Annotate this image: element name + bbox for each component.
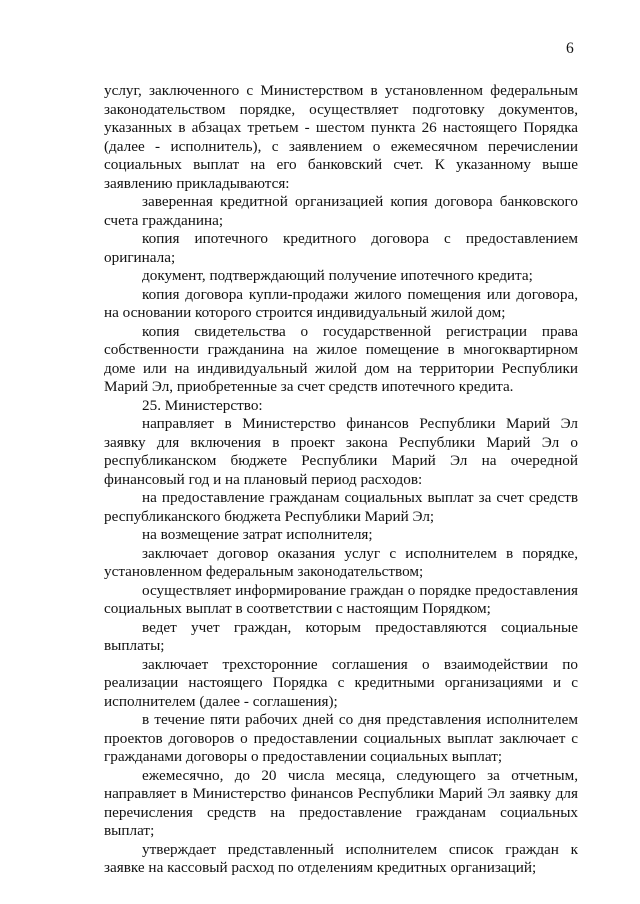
page-number: 6 [566,40,574,57]
paragraph-purchase-contract-copy: копия договора купли-продажи жилого помещения или договора, на основании которого строится индивидуальный жилой дом; [104,285,578,321]
paragraph-social-payments-funding: на предоставление гражданам социальных выплат за счет средств республиканского бюджета Республики Марий Эл; [104,489,578,525]
paragraph-section-25-heading: 25. Министерство: [142,396,263,414]
paragraph-citizen-registry: ведет учет граждан, которым предоставляются социальные выплаты; [104,618,578,654]
paragraph-mortgage-contract-copy: копия ипотечного кредитного договора с предоставлением оригинала; [104,230,578,266]
paragraph-monthly-request: ежемесячно, до 20 числа месяца, следующего за отчетным, направляет в Министерство финансов Республики Марий Эл заявку для перечисления средств на предоставление гражданам социальных выплат; [104,766,578,839]
paragraph-continuation: услуг, заключенного с Министерством в установленном федеральным законодательством порядке, осуществляет подготовку документов, указанных в абзацах третьем - шестом пункта 26 настоящего Порядка (далее - исполнитель), с заявлением о ежемесячном перечислении социальных выплат на его банковский счет. К указанному выше заявлению прикладываются: [104,82,578,192]
paragraph-tripartite-agreements: заключает трехсторонние соглашения о взаимодействии по реализации настоящего Порядка с кредитными организациями и с исполнителем (далее - соглашения); [104,655,578,710]
paragraph-budget-request: направляет в Министерство финансов Республики Марий Эл заявку для включения в проект закона Республики Марий Эл о республиканском бюджете Республики Марий Эл на очередной финансовый год и на плановый период расходов: [104,415,578,488]
paragraph-bank-account-copy: заверенная кредитной организацией копия договора банковского счета гражданина; [104,193,578,229]
paragraph-approves-list: утверждает представленный исполнителем список граждан к заявке на кассовый расход по отделениям кредитных организаций; [104,840,578,876]
paragraph-mortgage-document: документ, подтверждающий получение ипотечного кредита; [142,267,533,284]
paragraph-contracts-with-citizens: в течение пяти рабочих дней со дня представления исполнителем проектов договоров о предоставлении социальных выплат заключает с гражданами договоры о предоставлении социальных выплат; [104,711,578,765]
paragraph-informing-citizens: осуществляет информирование граждан о порядке предоставления социальных выплат в соответствии с настоящим Порядком; [104,581,578,617]
paragraph-service-contract: заключает договор оказания услуг с исполнителем в порядке, установленном федеральным законодательством; [104,544,578,580]
document-body [104,82,578,878]
paragraph-registration-certificate-copy: копия свидетельства о государственной регистрации права собственности гражданина на жилое помещение в многоквартирном доме или на индивидуальный жилой дом на территории Республики Марий Эл, приобретенные за счет средств ипотечного кредита. [104,322,578,395]
paragraph-executor-costs: на возмещение затрат исполнителя; [142,526,373,543]
